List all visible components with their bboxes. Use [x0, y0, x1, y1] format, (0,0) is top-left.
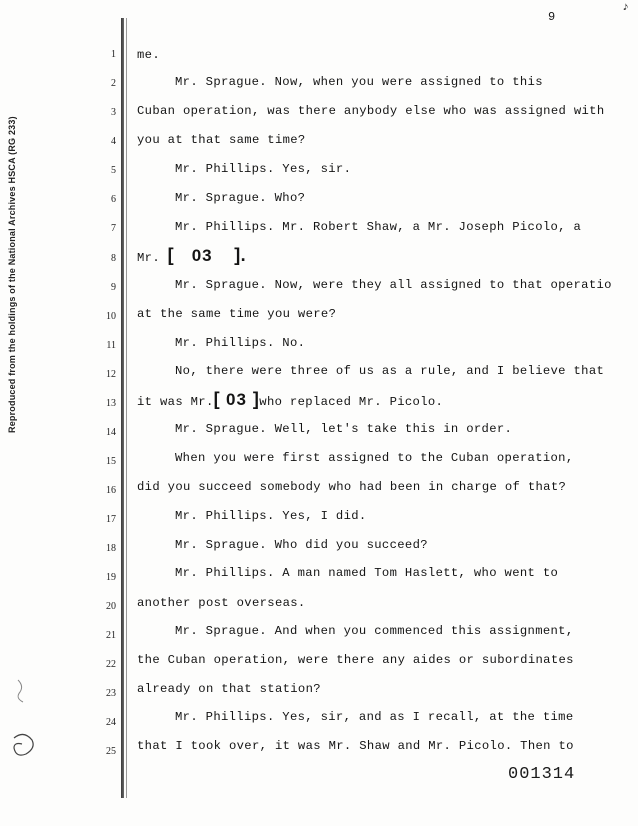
page-number: 9: [548, 10, 556, 24]
transcript-line: Mr. Phillips. Yes, I did.: [175, 509, 367, 523]
line-text: Mr.: [137, 251, 160, 265]
line-number: 18: [106, 543, 116, 554]
handwritten-scribble: [8, 676, 42, 766]
transcript-line: Mr. Phillips. Mr. Robert Shaw, a Mr. Joseph Picolo, a: [175, 220, 582, 234]
transcript-line: Mr. Sprague. Now, when you were assigned to this: [175, 75, 543, 89]
line-number: 15: [106, 456, 116, 467]
document-number: 001314: [508, 765, 576, 784]
line-number: 4: [111, 136, 116, 147]
line-number: 14: [106, 427, 116, 438]
transcript-line: Mr. Sprague. Well, let's take this in order.: [175, 422, 513, 436]
line-number: 13: [106, 398, 116, 409]
line-number: 25: [106, 746, 116, 757]
redaction-bracket: ]: [252, 389, 260, 409]
line-number: 22: [106, 659, 116, 670]
line-text: who replaced Mr. Picolo.: [259, 395, 444, 409]
corner-mark: ♪: [622, 0, 630, 14]
transcript-line: Mr. Sprague. Who did you succeed?: [175, 538, 428, 552]
transcript-line: did you succeed somebody who had been in charge of that?: [137, 480, 567, 494]
line-number: 23: [106, 688, 116, 699]
transcript-line: you at that same time?: [137, 133, 306, 147]
line-number: 1: [111, 49, 116, 60]
transcript-line: already on that station?: [137, 682, 321, 696]
transcript-line: that I took over, it was Mr. Shaw and Mr. Picolo. Then to: [137, 739, 574, 753]
redaction-bracket: ].: [234, 245, 246, 265]
redaction-bracket: [: [213, 389, 220, 409]
line-number: 8: [111, 253, 116, 264]
transcript-line: Mr. Phillips. Yes, sir.: [175, 162, 352, 176]
line-text: it was Mr.: [137, 395, 214, 409]
transcript-line: When you were first assigned to the Cuban operation,: [175, 451, 574, 465]
transcript-line: Mr. Phillips. No.: [175, 336, 306, 350]
redaction-bracket: [: [167, 245, 175, 265]
line-number: 16: [106, 485, 116, 496]
line-number: 17: [106, 514, 116, 525]
archive-side-note: Reproduced from the holdings of the National Archives HSCA (RG 233): [7, 116, 17, 434]
transcript-line: [137, 245, 246, 266]
transcript-line: Mr. Sprague. And when you commenced this assignment,: [175, 624, 574, 638]
transcript-line: Mr. Phillips. Yes, sir, and as I recall, at the time: [175, 710, 574, 724]
line-number: 24: [106, 717, 116, 728]
redaction-code: 03: [191, 246, 213, 265]
line-number: 11: [106, 340, 116, 351]
line-number: 6: [111, 194, 116, 205]
transcript-line: at the same time you were?: [137, 307, 337, 321]
line-number: 21: [106, 630, 116, 641]
line-number: 20: [106, 601, 116, 612]
line-number: 19: [106, 572, 116, 583]
line-number: 2: [111, 78, 116, 89]
transcript-line: Mr. Phillips. A man named Tom Haslett, who went to: [175, 566, 559, 580]
margin-rule: [121, 18, 124, 798]
transcript-line: another post overseas.: [137, 596, 306, 610]
line-number: 3: [111, 107, 116, 118]
redaction-code: 03: [226, 390, 247, 409]
transcript-line: the Cuban operation, were there any aides or subordinates: [137, 653, 574, 667]
transcript-line: [137, 389, 443, 410]
transcript-line: Mr. Sprague. Now, were they all assigned to that operatio: [175, 278, 612, 292]
line-number: 5: [111, 165, 116, 176]
transcript-line: me.: [137, 48, 160, 62]
line-number: 12: [106, 369, 116, 380]
transcript-line: No, there were three of us as a rule, and I believe that: [175, 364, 605, 378]
line-number: 10: [106, 311, 116, 322]
transcript-line: Cuban operation, was there anybody else who was assigned with: [137, 104, 605, 118]
line-number: 9: [111, 282, 116, 293]
margin-rule-inner: [126, 18, 127, 798]
line-number: 7: [111, 223, 116, 234]
transcript-line: Mr. Sprague. Who?: [175, 191, 306, 205]
